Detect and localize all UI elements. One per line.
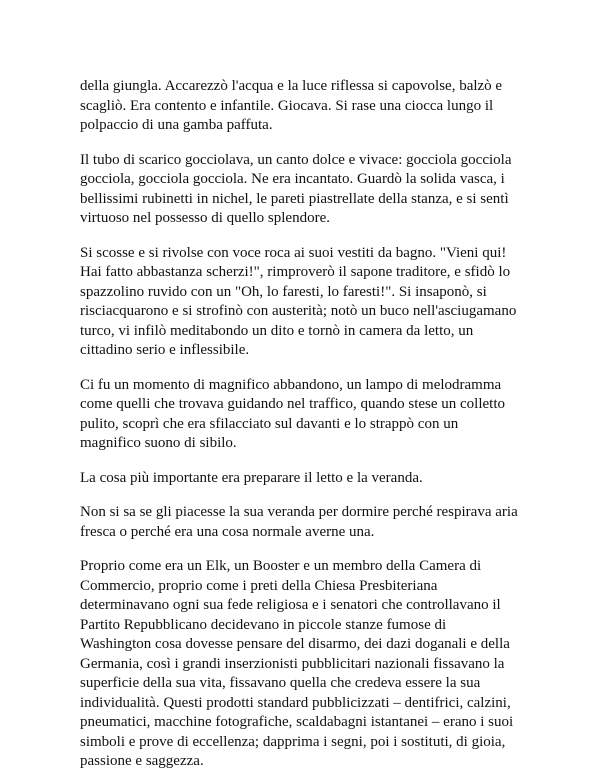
paragraph: Non si sa se gli piacesse la sua veranda per dormire perché respirava aria fresca o perché era una cosa normale averne una. xyxy=(80,504,518,540)
paragraph: Si scosse e si rivolse con voce roca ai suoi vestiti da bagno. "Vieni qui! Hai fatto abbastanza scherzi!", rimproverò il sapone traditore, e sfidò lo spazzolino ruvido con un "Oh, lo faresti, lo faresti!". Si insaponò, si risciacquarono e si strofinò con austerità; notò un buco nell'asciugamano turco, vi infilò meditabondo un dito e tornò in camera da letto, un cittadino serio e inflessibile. xyxy=(80,244,517,358)
paragraph: Proprio come era un Elk, un Booster e un membro della Camera di Commercio, proprio come i preti della Chiesa Presbiteriana determinavano ogni sua fede religiosa e i senatori che controllavano il Partito Repubblicano decidevano in piccole stanze fumose di Washington cosa dovesse pensare del disarmo, dei dazi doganali e della Germania, così i grandi inserzionisti pubblicitari nazionali fissavano la superficie della sua vita, fissavano quella che credeva essere la sua individualità. Questi prodotti standard pubblicizzati – dentifrici, calzini, pneumatici, macchine fotografiche, scaldabagni istantanei – erano i suoi simboli e prove di eccellenza; dapprima i segni, poi i sostituti, di gioia, passione e saggezza. xyxy=(80,558,514,769)
paragraph: Ci fu un momento di magnifico abbandono, un lampo di melodramma come quelli che trovava guidando nel traffico, quando stese un colletto pulito, scoprì che era sfilacciato sul davanti e lo strappò con un magnifico suono di sibilo. xyxy=(80,376,506,451)
paragraph: della giungla. Accarezzò l'acqua e la luce riflessa si capovolse, balzò e scagliò. Era contento e infantile. Giocava. Si rase una ciocca lungo il polpaccio di una gamba paffuta. xyxy=(80,78,503,133)
paragraph: La cosa più importante era preparare il letto e la veranda. xyxy=(80,469,423,486)
paragraph: Il tubo di scarico gocciolava, un canto dolce e vivace: gocciola gocciola gocciola, gocciola gocciola. Ne era incantato. Guardò la solida vasca, i bellissimi rubinetti in nichel, le pareti piastrellate della stanza, e si sentì virtuoso nel possesso di quello splendore. xyxy=(80,151,512,226)
